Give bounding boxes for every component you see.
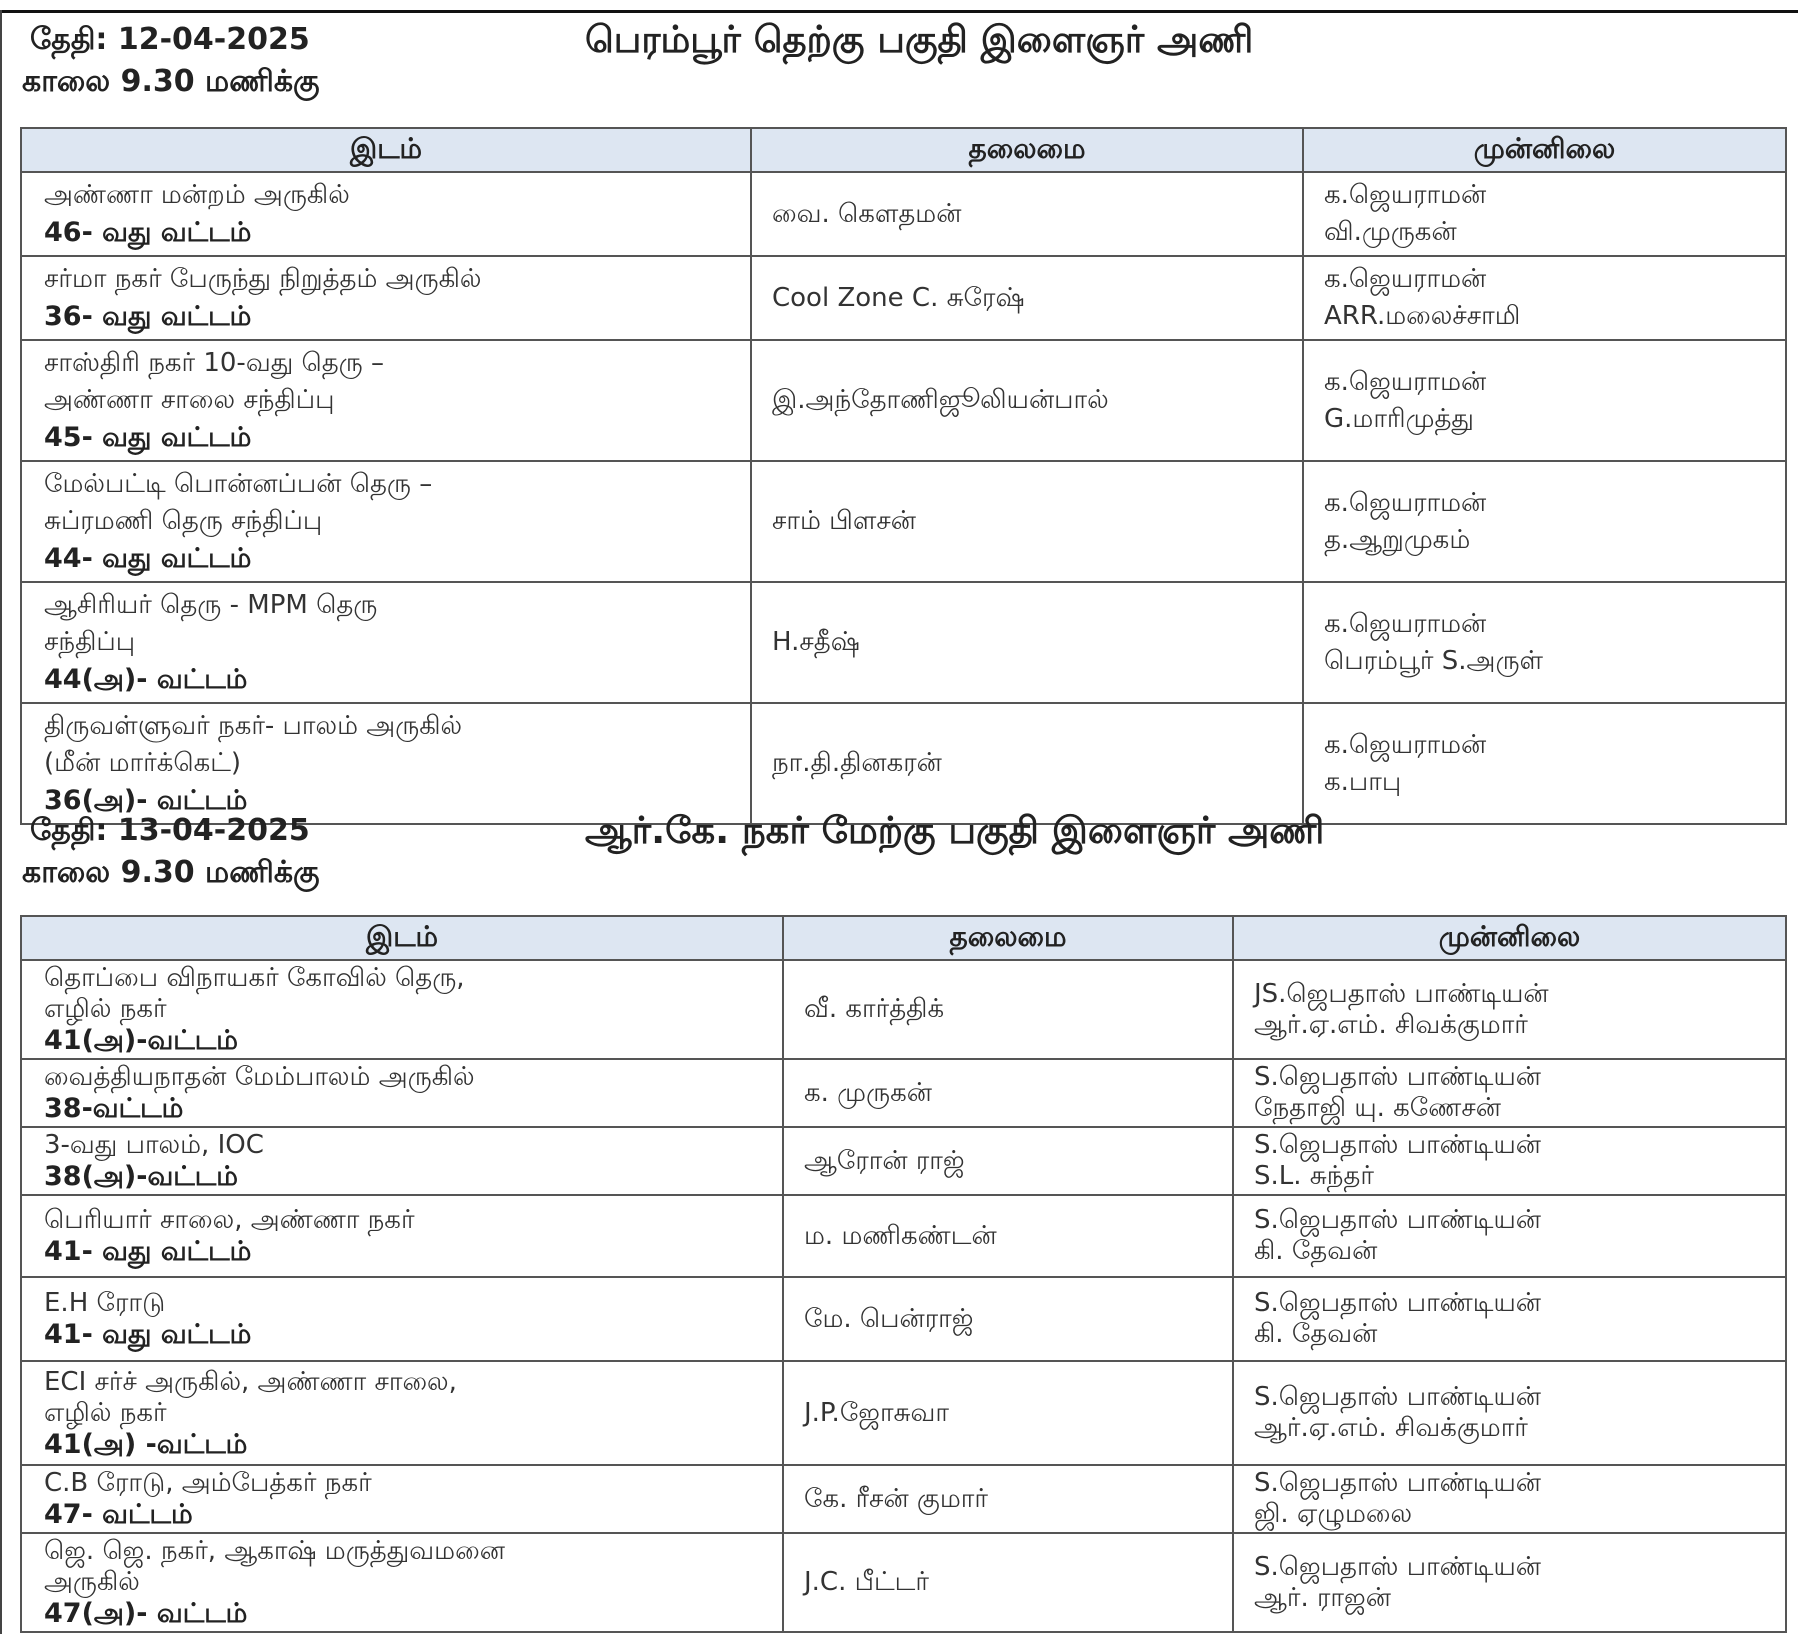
table-body — [21, 960, 1786, 1632]
place-cell — [21, 172, 751, 256]
ward-label: 41- வது வட்டம் — [44, 1236, 252, 1267]
ward-label: 38-வட்டம் — [44, 1093, 184, 1124]
place-line: அருகில் — [44, 1567, 140, 1597]
presence-cell — [1233, 1533, 1786, 1632]
chair-cell: J.P.ஜோசுவா — [783, 1361, 1233, 1465]
presence-cell — [1233, 1465, 1786, 1533]
chair-cell: ம. மணிகண்டன் — [783, 1195, 1233, 1277]
section-title: ஆர்.கே. நகர் மேற்கு பகுதி இளைஞர் அணி — [585, 809, 1325, 852]
table-row — [21, 256, 1786, 340]
presence-name: S.ஜெபதாஸ் பாண்டியன் — [1254, 1288, 1541, 1318]
place-line: ஜெ. ஜெ. நகர், ஆகாஷ் மருத்துவமனை — [44, 1536, 505, 1566]
place-cell — [21, 340, 751, 461]
schedule-table — [20, 915, 1787, 1633]
chair-cell: சாம் பிளசன் — [751, 461, 1303, 582]
table-row — [21, 1533, 1786, 1632]
presence-name: ஆர்.ஏ.எம். சிவக்குமார் — [1254, 1413, 1528, 1443]
place-line: வைத்தியநாதன் மேம்பாலம் அருகில் — [44, 1062, 475, 1092]
table-row — [21, 582, 1786, 703]
place-cell — [21, 1195, 783, 1277]
presence-cell — [1303, 461, 1786, 582]
place-line: எழில் நகர் — [44, 1397, 167, 1428]
column-header-presence: முன்னிலை — [1233, 916, 1786, 960]
place-cell — [21, 1533, 783, 1632]
schedule-table — [20, 127, 1787, 825]
place-line: ஆசிரியர் தெரு - MPM தெரு — [44, 590, 378, 620]
table-header-row — [21, 128, 1786, 172]
place-cell — [21, 461, 751, 582]
presence-name: க.ஜெயராமன் — [1324, 608, 1487, 639]
presence-cell — [1233, 1195, 1786, 1277]
place-cell — [21, 1127, 783, 1195]
place-line: E.H ரோடு — [44, 1288, 166, 1318]
table-row — [21, 1465, 1786, 1533]
place-line: அண்ணா மன்றம் அருகில் — [44, 180, 350, 210]
ward-label: 36- வது வட்டம் — [44, 301, 252, 332]
place-cell — [21, 960, 783, 1059]
place-cell — [21, 256, 751, 340]
presence-name: S.ஜெபதாஸ் பாண்டியன் — [1254, 1382, 1541, 1412]
chair-cell: இ.அந்தோணிஜூலியன்பால் — [751, 340, 1303, 461]
presence-cell — [1233, 1361, 1786, 1465]
place-cell — [21, 1277, 783, 1361]
presence-name: S.ஜெபதாஸ் பாண்டியன் — [1254, 1205, 1541, 1235]
place-line: திருவள்ளுவர் நகர்- பாலம் அருகில் — [44, 711, 463, 741]
column-header-presence: முன்னிலை — [1303, 128, 1786, 172]
chair-cell: நா.தி.தினகரன் — [751, 703, 1303, 824]
place-line: சர்மா நகர் பேருந்து நிறுத்தம் அருகில் — [44, 264, 482, 294]
place-line: ECI சர்ச் அருகில், அண்ணா சாலை, — [44, 1366, 457, 1397]
chair-cell: H.சதீஷ் — [751, 582, 1303, 703]
place-line: பெரியார் சாலை, அண்ணா நகர் — [44, 1205, 415, 1235]
event-time: காலை 9.30 மணிக்கு — [22, 64, 320, 99]
presence-name: நேதாஜி யு. கணேசன் — [1254, 1093, 1501, 1123]
table-row — [21, 172, 1786, 256]
table-row — [21, 1277, 1786, 1361]
presence-name: வி.முருகன் — [1324, 217, 1457, 247]
place-line: C.B ரோடு, அம்பேத்கர் நகர் — [44, 1468, 372, 1498]
presence-name: S.ஜெபதாஸ் பாண்டியன் — [1254, 1130, 1541, 1160]
section-header — [0, 805, 1798, 915]
table-row — [21, 1195, 1786, 1277]
presence-name: த.ஆறுமுகம் — [1324, 524, 1471, 555]
presence-cell — [1303, 256, 1786, 340]
ward-label: 47- வட்டம் — [44, 1499, 193, 1530]
place-cell — [21, 1465, 783, 1533]
presence-cell — [1303, 172, 1786, 256]
presence-cell — [1233, 1277, 1786, 1361]
table-body — [21, 172, 1786, 824]
place-line: சாஸ்திரி நகர் 10-வது தெரு – — [44, 348, 385, 378]
place-line: மேல்பட்டி பொன்னப்பன் தெரு – — [44, 469, 433, 499]
presence-name: க.ஜெயராமன் — [1324, 264, 1487, 294]
table-row — [21, 340, 1786, 461]
presence-name: S.ஜெபதாஸ் பாண்டியன் — [1254, 1468, 1541, 1498]
page-top-rule — [0, 10, 1798, 13]
place-line: சுப்ரமணி தெரு சந்திப்பு — [44, 506, 323, 536]
table-row — [21, 461, 1786, 582]
ward-label: 41- வது வட்டம் — [44, 1319, 252, 1350]
presence-name: ARR.மலைச்சாமி — [1324, 301, 1521, 331]
chair-cell: Cool Zone C. சுரேஷ் — [751, 256, 1303, 340]
place-cell — [21, 582, 751, 703]
presence-name: க.ஜெயராமன் — [1324, 487, 1487, 518]
ward-label: 46- வது வட்டம் — [44, 217, 252, 248]
place-line: சந்திப்பு — [44, 627, 136, 657]
column-header-chair: தலைமை — [751, 128, 1303, 172]
presence-cell — [1233, 960, 1786, 1059]
section-title: பெரம்பூர் தெற்கு பகுதி இளைஞர் அணி — [585, 18, 1254, 61]
table-row — [21, 1127, 1786, 1195]
presence-name: க.ஜெயராமன் — [1324, 180, 1487, 210]
presence-name: ஆர். ராஜன் — [1254, 1582, 1391, 1613]
column-header-chair: தலைமை — [783, 916, 1233, 960]
schedule-section-2 — [0, 805, 1798, 1629]
ward-label: 47(அ)- வட்டம் — [44, 1598, 248, 1629]
table-row — [21, 960, 1786, 1059]
presence-name: பெரம்பூர் S.அருள் — [1324, 645, 1543, 676]
event-date: தேதி: 13-04-2025 — [30, 813, 310, 848]
table-row — [21, 1361, 1786, 1465]
ward-label: 38(அ)-வட்டம் — [44, 1161, 239, 1192]
presence-cell — [1303, 340, 1786, 461]
ward-label: 36(அ)- வட்டம் — [44, 785, 248, 816]
ward-label: 41(அ) -வட்டம் — [44, 1428, 248, 1460]
presence-name: S.ஜெபதாஸ் பாண்டியன் — [1254, 1062, 1541, 1092]
ward-label: 45- வது வட்டம் — [44, 422, 252, 453]
presence-name: S.L. சுந்தர் — [1254, 1161, 1374, 1191]
event-time: காலை 9.30 மணிக்கு — [22, 855, 320, 890]
event-date: தேதி: 12-04-2025 — [30, 22, 310, 57]
table-row — [21, 1059, 1786, 1127]
chair-cell: க. முருகன் — [783, 1059, 1233, 1127]
place-line: தொப்பை விநாயகர் கோவில் தெரு, — [44, 963, 465, 993]
place-line: அண்ணா சாலை சந்திப்பு — [44, 385, 335, 415]
place-line: (மீன் மார்க்கெட்) — [44, 748, 242, 778]
presence-name: கி. தேவன் — [1254, 1236, 1378, 1266]
place-cell — [21, 1361, 783, 1465]
chair-cell: ஆரோன் ராஜ் — [783, 1127, 1233, 1195]
chair-cell: வீ. கார்த்திக் — [783, 960, 1233, 1059]
presence-name: க.பாபு — [1324, 766, 1402, 797]
presence-cell — [1233, 1059, 1786, 1127]
table-header-row — [21, 916, 1786, 960]
place-line: எழில் நகர் — [44, 994, 167, 1024]
chair-cell: வை. கௌதமன் — [751, 172, 1303, 256]
presence-cell — [1233, 1127, 1786, 1195]
presence-name: க.ஜெயராமன் — [1324, 366, 1487, 397]
ward-label: 44(அ)- வட்டம் — [44, 664, 248, 695]
chair-cell: கே. ரீசன் குமார் — [783, 1465, 1233, 1533]
chair-cell: மே. பென்ராஜ் — [783, 1277, 1233, 1361]
presence-name: ஜி. ஏழுமலை — [1254, 1499, 1413, 1529]
presence-name: ஆர்.ஏ.எம். சிவக்குமார் — [1254, 1009, 1528, 1040]
presence-name: JS.ஜெபதாஸ் பாண்டியன் — [1254, 978, 1549, 1009]
section-header — [0, 14, 1798, 124]
ward-label: 41(அ)-வட்டம் — [44, 1025, 239, 1056]
ward-label: 44- வது வட்டம் — [44, 543, 252, 574]
schedule-section-1 — [0, 14, 1798, 816]
presence-name: க.ஜெயராமன் — [1324, 729, 1487, 760]
place-cell — [21, 1059, 783, 1127]
presence-name: கி. தேவன் — [1254, 1319, 1378, 1349]
column-header-place: இடம் — [21, 128, 751, 172]
chair-cell: J.C. பீட்டர் — [783, 1533, 1233, 1632]
presence-name: G.மாரிமுத்து — [1324, 403, 1474, 434]
presence-name: S.ஜெபதாஸ் பாண்டியன் — [1254, 1551, 1541, 1582]
place-line: 3-வது பாலம், IOC — [44, 1130, 264, 1160]
presence-cell — [1303, 582, 1786, 703]
column-header-place: இடம் — [21, 916, 783, 960]
